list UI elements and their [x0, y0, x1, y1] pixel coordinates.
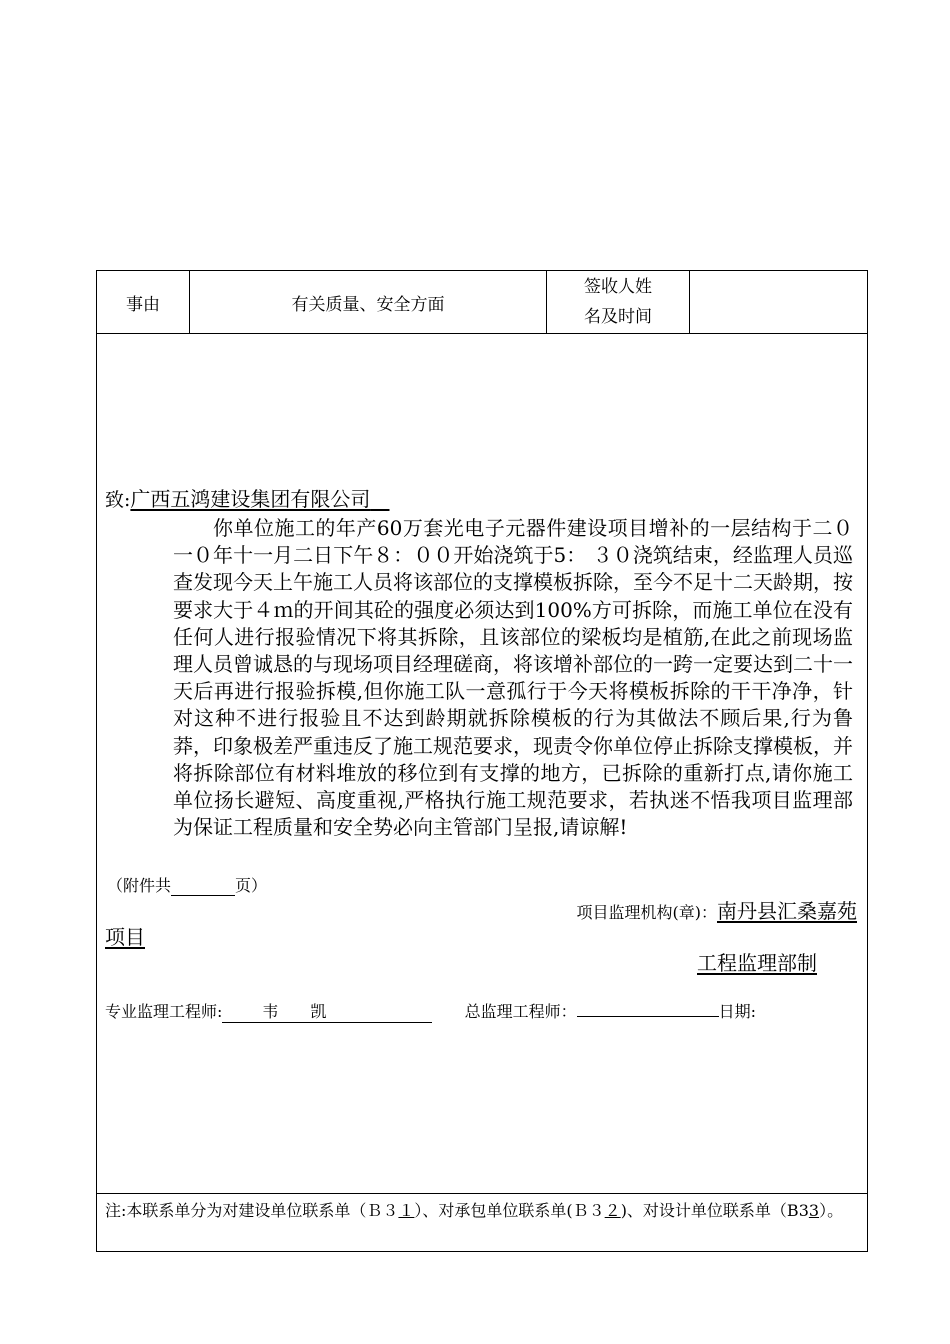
footnote-part2: ）、对承包单位联系单(Ｂ３ — [414, 1201, 605, 1220]
recipient-line — [105, 483, 389, 512]
footnote-b32: ２ — [604, 1201, 621, 1220]
header-row — [97, 271, 867, 334]
attachment-prefix: （附件共 — [107, 876, 172, 895]
footnote-part1: 注:本联系单分为对建设单位联系单（Ｂ３ — [105, 1201, 399, 1220]
footnote-b31: １ — [398, 1201, 415, 1220]
footnote-b33: 3 — [808, 1201, 820, 1220]
footnote — [97, 1193, 867, 1253]
receiver-label-line2: 名及时间 — [584, 307, 652, 327]
letter-body — [173, 515, 853, 841]
chief-engineer-name — [577, 1016, 719, 1017]
supervision-org-name-cont: 项目 — [105, 925, 145, 949]
engineer-label: 专业监理工程师: — [105, 1002, 223, 1021]
footnote-part4: ）。 — [819, 1201, 844, 1220]
receiver-value — [690, 271, 867, 333]
reason-label: 事由 — [97, 271, 190, 333]
receiver-label — [547, 271, 690, 333]
attachment-suffix: 页） — [235, 876, 268, 895]
footnote-part3: )、对设计单位联系单（B3 — [620, 1201, 809, 1220]
date-label: 日期: — [718, 1002, 757, 1021]
supervision-org-label: 项目监理机构(章)： — [576, 903, 717, 922]
receiver-label-line1: 签收人姓 — [584, 277, 652, 297]
chief-engineer-label: 总监理工程师： — [464, 1002, 577, 1021]
supervision-org-dept: 工程监理部制 — [697, 951, 817, 975]
supervision-org-name: 南丹县汇桑嘉苑 — [717, 899, 857, 923]
signature-line — [105, 999, 756, 1023]
letter-paragraph: 你单位施工的年产60万套光电子元器件建设项目增补的一层结构于二０一０年十一月二日下午８：００开始浇筑于5： ３０浇筑结束，经监理人员巡查发现今天上午施工人员将该部位的支撑模板拆除，至今不足十二天龄期，按要求大于４ｍ的开间其砼的强度必须达到100%方可拆除，而施工单位在没有任何人进行报验情况下将其拆除，且该部位的梁板均是植筋,在此之前现场监理人员曾诚恳的与现场项目经理磋商，将该增补部位的一跨一定要达到二十一天后再进行报验拆模,但你施工队一意孤行于今天将模板拆除的干干净净，针对这种不进行报验且不达到龄期就拆除模板的行为其做法不顾后果,行为鲁莽，印象极差严重违反了施工规范要求，现责令你单位停止拆除支撑模板，并将拆除部位有材料堆放的移位到有支撑的地方，已拆除的重新打点,请你施工单位扬长避短、高度重视,严格执行施工规范要求，若执迷不悟我项目监理部为保证工程质量和安全势必向主管部门呈报,请谅解! — [173, 516, 853, 840]
engineer-name: 韦 凯 — [222, 999, 432, 1023]
supervision-org-line — [577, 895, 858, 924]
attachment-line — [107, 873, 267, 896]
recipient-prefix: 致: — [105, 489, 131, 511]
contact-form-table — [96, 270, 868, 1252]
attachment-count-blank — [171, 879, 235, 896]
recipient-name: 广西五鸿建设集团有限公司 — [130, 487, 371, 511]
reason-value: 有关质量、安全方面 — [190, 271, 547, 333]
